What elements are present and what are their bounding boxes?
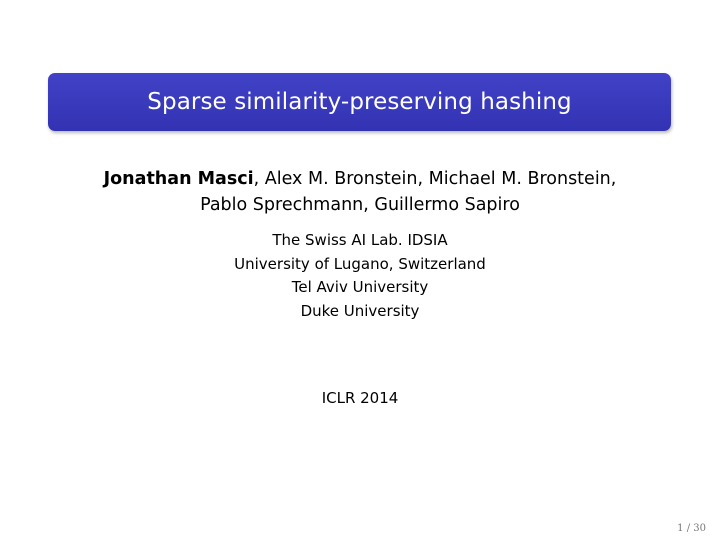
page-number: 1 / 30 — [677, 523, 706, 534]
affiliation-lugano: University of Lugano, Switzerland — [234, 254, 486, 273]
venue: ICLR 2014 — [321, 389, 399, 407]
authors-block — [0, 166, 720, 218]
presenter-name: Jonathan Masci — [103, 169, 254, 189]
co-authors-line-1: , Alex M. Bronstein, Michael M. Bronstein, — [253, 169, 617, 189]
authors-line-1 — [0, 166, 720, 192]
affiliation-idsia: The Swiss AI Lab. IDSIA — [272, 231, 448, 249]
affiliations-block — [0, 229, 720, 323]
affiliation-duke: Duke University — [300, 301, 420, 320]
slide-title: Sparse similarity-preserving hashing — [147, 89, 572, 115]
title-bar — [48, 73, 671, 131]
affiliation-tel-aviv: Tel Aviv University — [291, 278, 429, 296]
authors-line-2: Pablo Sprechmann, Guillermo Sapiro — [200, 195, 520, 215]
